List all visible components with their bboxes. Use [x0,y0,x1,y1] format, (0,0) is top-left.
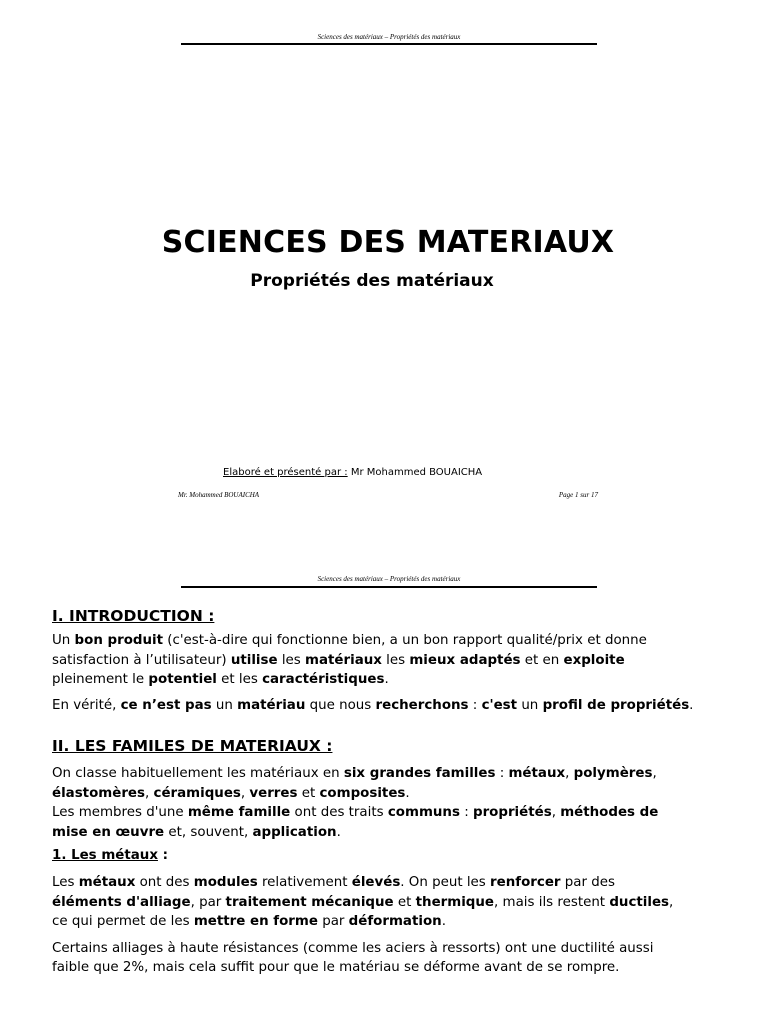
text-run: , [240,785,250,801]
text-run: faible que 2%, mais cela suffit pour que le matériau se déforme avant de se rompre. [52,960,620,975]
emphasis-text: mieux adaptés [409,652,521,668]
text-run: ont des traits [290,805,388,820]
emphasis-text: composites [319,785,406,801]
text-run: , par [190,894,226,910]
text-run: . [405,785,410,801]
author-name: Mr Mohammed BOUAICHA [347,467,483,478]
emphasis-text: propriétés [472,805,552,820]
text-run: . [441,914,446,929]
emphasis-text: recherchons [375,697,469,713]
text-run: . [336,824,341,840]
emphasis-text: déformation [348,914,442,929]
emphasis-text: six grandes familles [343,766,496,781]
text-run: les [277,652,306,668]
text-run: et les [216,672,263,687]
text-run: ont des [135,875,194,890]
text-run: Certains alliages à haute résistances (comme les aciers à ressorts) ont une ductilité aussi [52,940,654,956]
emphasis-text: mettre en forme [193,914,318,929]
text-run: Les membres d'une [52,805,188,820]
paragraph [52,696,732,716]
text-run: et [297,785,320,801]
emphasis-text: renforcer [490,875,561,890]
emphasis-text: élastomères [52,785,145,801]
emphasis-text: exploite [563,652,625,668]
text-run: . [384,672,389,687]
paragraph [52,939,732,978]
text-run: par [317,914,349,929]
emphasis-text: ductiles [609,894,670,910]
emphasis-text: métaux [508,766,566,781]
running-head: Sciences des matériaux – Propriétés des matériaux [317,33,461,41]
document-title: SCIENCES DES MATERIAUX [161,225,615,260]
emphasis-text: communs [387,805,460,820]
emphasis-text: bon produit [74,633,164,648]
emphasis-text: thermique [415,894,495,910]
footer-page-number: Page 1 sur 17 [558,491,598,499]
text-run: et, souvent, [164,824,253,840]
emphasis-text: potentiel [148,672,217,687]
text-run: par des [560,875,615,890]
text-run: : [459,805,473,820]
text-run: . [689,697,694,713]
emphasis-text: utilise [230,652,278,668]
subsection-suffix: : [157,848,168,863]
header-rule [181,43,597,45]
emphasis-text: c'est [481,697,518,713]
text-run: satisfaction à l’utilisateur) [52,652,231,668]
emphasis-text: caractéristiques [262,672,385,687]
page-footer [178,491,598,500]
document-subtitle: Propriétés des matériaux [250,271,494,291]
text-run: Les [52,875,79,890]
text-run: Un [52,633,75,648]
text-run: , [551,805,561,820]
text-run: un [211,697,238,713]
emphasis-text: ce n’est pas [120,697,212,713]
emphasis-text: céramiques [153,785,241,801]
author-label: Elaboré et présenté par : [223,467,348,478]
emphasis-text: traitement mécanique [225,894,394,910]
emphasis-text: verres [249,785,298,801]
subsection-label: 1. Les métaux [52,848,158,863]
text-run: relativement [257,875,352,890]
text-run: . On peut les [400,875,491,890]
footer-author: Mr. Mohammed BOUAICHA [178,491,260,499]
header-rule [181,586,597,588]
text-run: ce qui permet de les [52,914,194,929]
author-line [223,466,482,479]
text-run: , [669,894,674,910]
text-run: : [495,766,509,781]
emphasis-text: modules [193,875,258,890]
section-heading: II. LES FAMILES DE MATERIAUX : [52,737,333,755]
text-run: que nous [305,697,376,713]
text-run: : [468,697,482,713]
paragraph [52,631,732,690]
emphasis-text: application [252,824,337,840]
text-run: , [652,766,657,781]
text-run: et en [520,652,564,668]
text-run: et [393,894,416,910]
section-introduction [52,606,732,715]
text-run: un [517,697,543,713]
text-run: En vérité, [52,697,121,713]
text-run: , [144,785,154,801]
running-head: Sciences des matériaux – Propriétés des matériaux [317,575,461,583]
text-run: les [381,652,410,668]
emphasis-text: même famille [187,805,291,820]
emphasis-text: méthodes de [560,805,659,820]
emphasis-text: profil de propriétés [542,697,690,713]
text-run: , [565,766,574,781]
text-run: On classe habituellement les matériaux en [52,766,344,781]
text-run: (c'est-à-dire qui fonctionne bien, a un bon rapport qualité/prix et donne [163,633,647,648]
emphasis-text: métaux [78,875,136,890]
subsection-heading [52,846,732,865]
section-families [52,736,732,978]
emphasis-text: polymères [573,766,653,781]
text-run: pleinement le [52,672,149,687]
emphasis-text: éléments d'alliage [52,894,191,910]
emphasis-text: élevés [351,875,401,890]
emphasis-text: matériau [237,697,306,713]
paragraph [52,873,732,932]
emphasis-text: matériaux [305,652,382,668]
emphasis-text: mise en œuvre [52,824,165,840]
section-heading: I. INTRODUCTION : [52,607,215,625]
paragraph [52,764,732,842]
text-run: , mais ils restent [494,894,610,910]
